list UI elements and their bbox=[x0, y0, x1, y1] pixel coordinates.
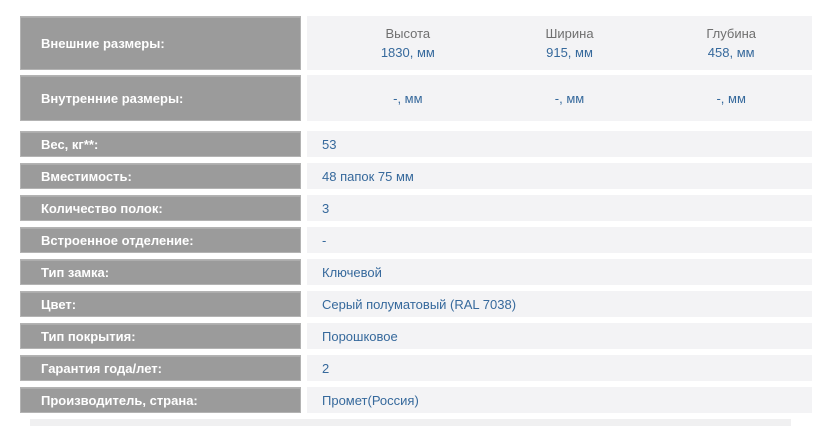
row-manufacturer bbox=[0, 387, 821, 413]
spec-value: 53 bbox=[307, 131, 812, 157]
spec-value: Порошковое bbox=[307, 323, 812, 349]
spec-value: 3 bbox=[307, 195, 812, 221]
dimension-value: 915, мм bbox=[546, 45, 593, 60]
dimension-name: Ширина bbox=[545, 26, 594, 41]
spec-label: Встроенное отделение: bbox=[20, 227, 301, 253]
dimension-column-depth bbox=[650, 89, 812, 108]
dimension-value: -, мм bbox=[393, 90, 423, 106]
row-warranty bbox=[0, 355, 821, 381]
dimension-name: Высота bbox=[385, 26, 431, 41]
spec-label: Цвет: bbox=[20, 291, 301, 317]
dimension-name: Глубина bbox=[706, 26, 757, 41]
row-capacity bbox=[0, 163, 821, 189]
cropped-next-row-strip bbox=[30, 419, 791, 426]
spec-value: 2 bbox=[307, 355, 812, 381]
spec-label: Внешние размеры: bbox=[20, 16, 301, 70]
dimension-value: -, мм bbox=[554, 90, 585, 106]
dimension-column-depth bbox=[650, 24, 812, 62]
spec-value: Промет(Россия) bbox=[307, 387, 812, 413]
dimension-column-width bbox=[489, 24, 651, 62]
spec-value: Серый полуматовый (RAL 7038) bbox=[307, 291, 812, 317]
spec-value: Ключевой bbox=[307, 259, 812, 285]
spec-label: Гарантия года/лет: bbox=[20, 355, 301, 381]
row-external-dimensions bbox=[0, 16, 821, 70]
dimension-column-width bbox=[489, 89, 651, 108]
row-built-in-compartment bbox=[0, 227, 821, 253]
spec-label: Вместимость: bbox=[20, 163, 301, 189]
spec-value-group bbox=[307, 16, 812, 70]
dimension-column-height bbox=[327, 24, 489, 62]
dimension-value: 1830, мм bbox=[380, 45, 435, 60]
spec-value: 48 папок 75 мм bbox=[307, 163, 812, 189]
row-shelf-count bbox=[0, 195, 821, 221]
spec-value: - bbox=[307, 227, 812, 253]
row-weight bbox=[0, 131, 821, 157]
row-lock-type bbox=[0, 259, 821, 285]
dimension-value: -, мм bbox=[716, 90, 746, 106]
spec-label: Тип покрытия: bbox=[20, 323, 301, 349]
spec-label: Тип замка: bbox=[20, 259, 301, 285]
dimension-value: 458, мм bbox=[707, 45, 755, 60]
row-color bbox=[0, 291, 821, 317]
dimension-column-height bbox=[327, 89, 489, 108]
spec-value-group bbox=[307, 75, 812, 121]
row-coating-type bbox=[0, 323, 821, 349]
spec-label: Вес, кг**: bbox=[20, 131, 301, 157]
spec-label: Производитель, страна: bbox=[20, 387, 301, 413]
spec-label: Внутренние размеры: bbox=[20, 75, 301, 121]
row-internal-dimensions bbox=[0, 75, 821, 121]
spec-label: Количество полок: bbox=[20, 195, 301, 221]
